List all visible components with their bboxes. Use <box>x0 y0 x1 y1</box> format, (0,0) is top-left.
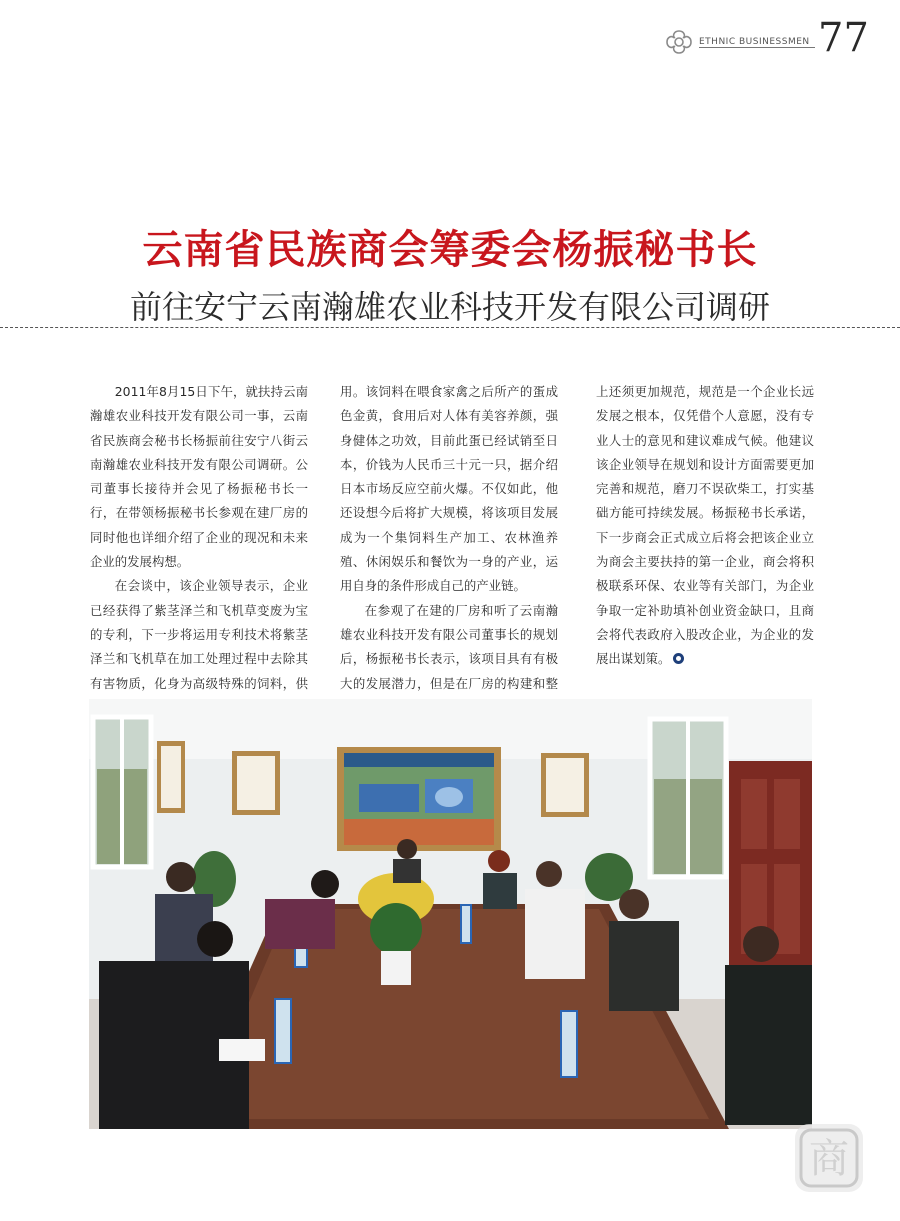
page-header <box>0 0 900 70</box>
paragraph: 在参观了在建的厂房和听了云南瀚雄农业科技开发有限公司董事长的规划后，杨振秘书长表示，该项目具有有极大的发展潜力，但是在厂房的构建和整 <box>340 602 558 691</box>
header-rule <box>699 47 815 48</box>
shang-badge-icon <box>793 1122 865 1194</box>
title-divider <box>0 327 900 328</box>
article-title: 云南省民族商会筹委会杨振秘书长 <box>142 226 758 273</box>
paragraph <box>596 380 814 672</box>
article-subtitle: 前往安宁云南瀚雄农业科技开发有限公司调研 <box>129 288 770 326</box>
knot-emblem-icon <box>664 28 694 56</box>
paragraph: 用。该饲料在喂食家禽之后所产的蛋成色金黄，食用后对人体有美容养颜，强身健体之功效，目前此蛋已经试销至日本，价钱为人民币三十元一只，据介绍日本市场反应空前火爆。不仅如此，他还设想今后将扩大规模，将该项目发展成为一个集饲料生产加工、农林渔养殖、休闲娱乐和餐饮为一身的产业，运用自身的条件形成自己的产业链。 <box>340 384 558 594</box>
text-column-3 <box>596 380 814 672</box>
meeting-room-photo <box>89 699 812 1129</box>
page-number: 77 <box>818 15 869 61</box>
text-column-1 <box>90 380 308 720</box>
text-column-2 <box>340 380 558 720</box>
magazine-name: ETHNIC BUSINESSMEN <box>699 37 810 47</box>
paragraph: 2011年8月15日下午，就扶持云南瀚雄农业科技开发有限公司一事，云南省民族商会秘书长杨振前往安宁八街云南瀚雄农业科技开发有限公司调研。公司董事长接待并会见了杨振秘书长一行，在带领杨振秘书长参观在建厂房的同时他也详细介绍了企业的现况和未来企业的发展构想。 <box>90 384 308 570</box>
badge-character: 商 <box>809 1136 849 1182</box>
paragraph-text: 上还须更加规范，规范是一个企业长远发展之根本，仅凭借个人意愿，没有专业人士的意见和建议难成气候。他建议该企业领导在规划和设计方面需要更加完善和规范，磨刀不误砍柴工，打实基础方能可持续发展。杨振秘书长承诺，下一步商会正式成立后将会把该企业立为商会主要扶持的第一企业，商会将积极联系环保、农业等有关部门，为企业争取一定补助填补创业资金缺口，且商会将代表政府入股改企业，为企业的发展出谋划策。 <box>596 384 814 667</box>
paragraph: 在会谈中，该企业领导表示，企业已经获得了紫茎泽兰和飞机草变废为宝的专利，下一步将运用专利技术将紫茎泽兰和飞机草在加工处理过程中去除其有害物质，化身为高级特殊的饲料，供 <box>90 578 308 691</box>
article-end-mark-icon <box>673 653 684 664</box>
